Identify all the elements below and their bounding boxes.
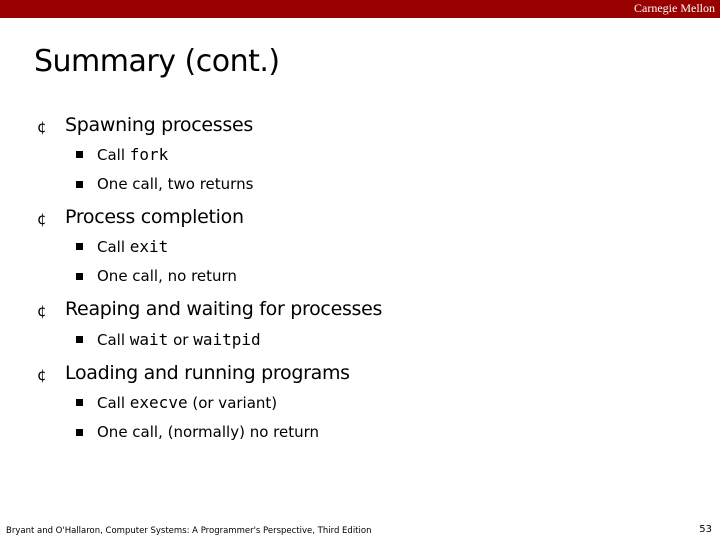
bullet-icon: ¢ <box>37 302 47 320</box>
org-name: Carnegie Mellon <box>634 1 715 15</box>
sub-item-two-returns: One call, two returns <box>97 175 254 193</box>
sub-item-call-fork: Call fork <box>97 145 169 164</box>
sub-bullet-square-icon <box>76 151 83 158</box>
footer-citation: Bryant and O'Hallaron, Computer Systems: A Programmer's Perspective, Third Edition <box>6 526 372 536</box>
bullet-loading-running: Loading and running programs <box>65 362 350 384</box>
bullet-reaping-waiting: Reaping and waiting for processes <box>65 298 383 320</box>
slide-title: Summary (cont.) <box>34 44 280 79</box>
bullet-icon: ¢ <box>37 118 47 136</box>
header-bar <box>0 0 720 18</box>
sub-item-call-wait: Call wait or waitpid <box>97 330 261 349</box>
bullet-icon: ¢ <box>37 210 47 228</box>
sub-bullet-square-icon <box>76 273 83 280</box>
sub-bullet-square-icon <box>76 181 83 188</box>
bullet-process-completion: Process completion <box>65 206 244 228</box>
sub-item-no-return: One call, no return <box>97 267 237 285</box>
sub-bullet-square-icon <box>76 336 83 343</box>
sub-bullet-square-icon <box>76 429 83 436</box>
bullet-icon: ¢ <box>37 366 47 384</box>
sub-item-normally-no-return: One call, (normally) no return <box>97 423 320 441</box>
page-number: 53 <box>699 524 712 535</box>
sub-bullet-square-icon <box>76 243 83 250</box>
sub-bullet-square-icon <box>76 399 83 406</box>
sub-item-call-execve: Call execve (or variant) <box>97 393 278 412</box>
bullet-spawning-processes: Spawning processes <box>65 114 253 136</box>
sub-item-call-exit: Call exit <box>97 237 169 256</box>
